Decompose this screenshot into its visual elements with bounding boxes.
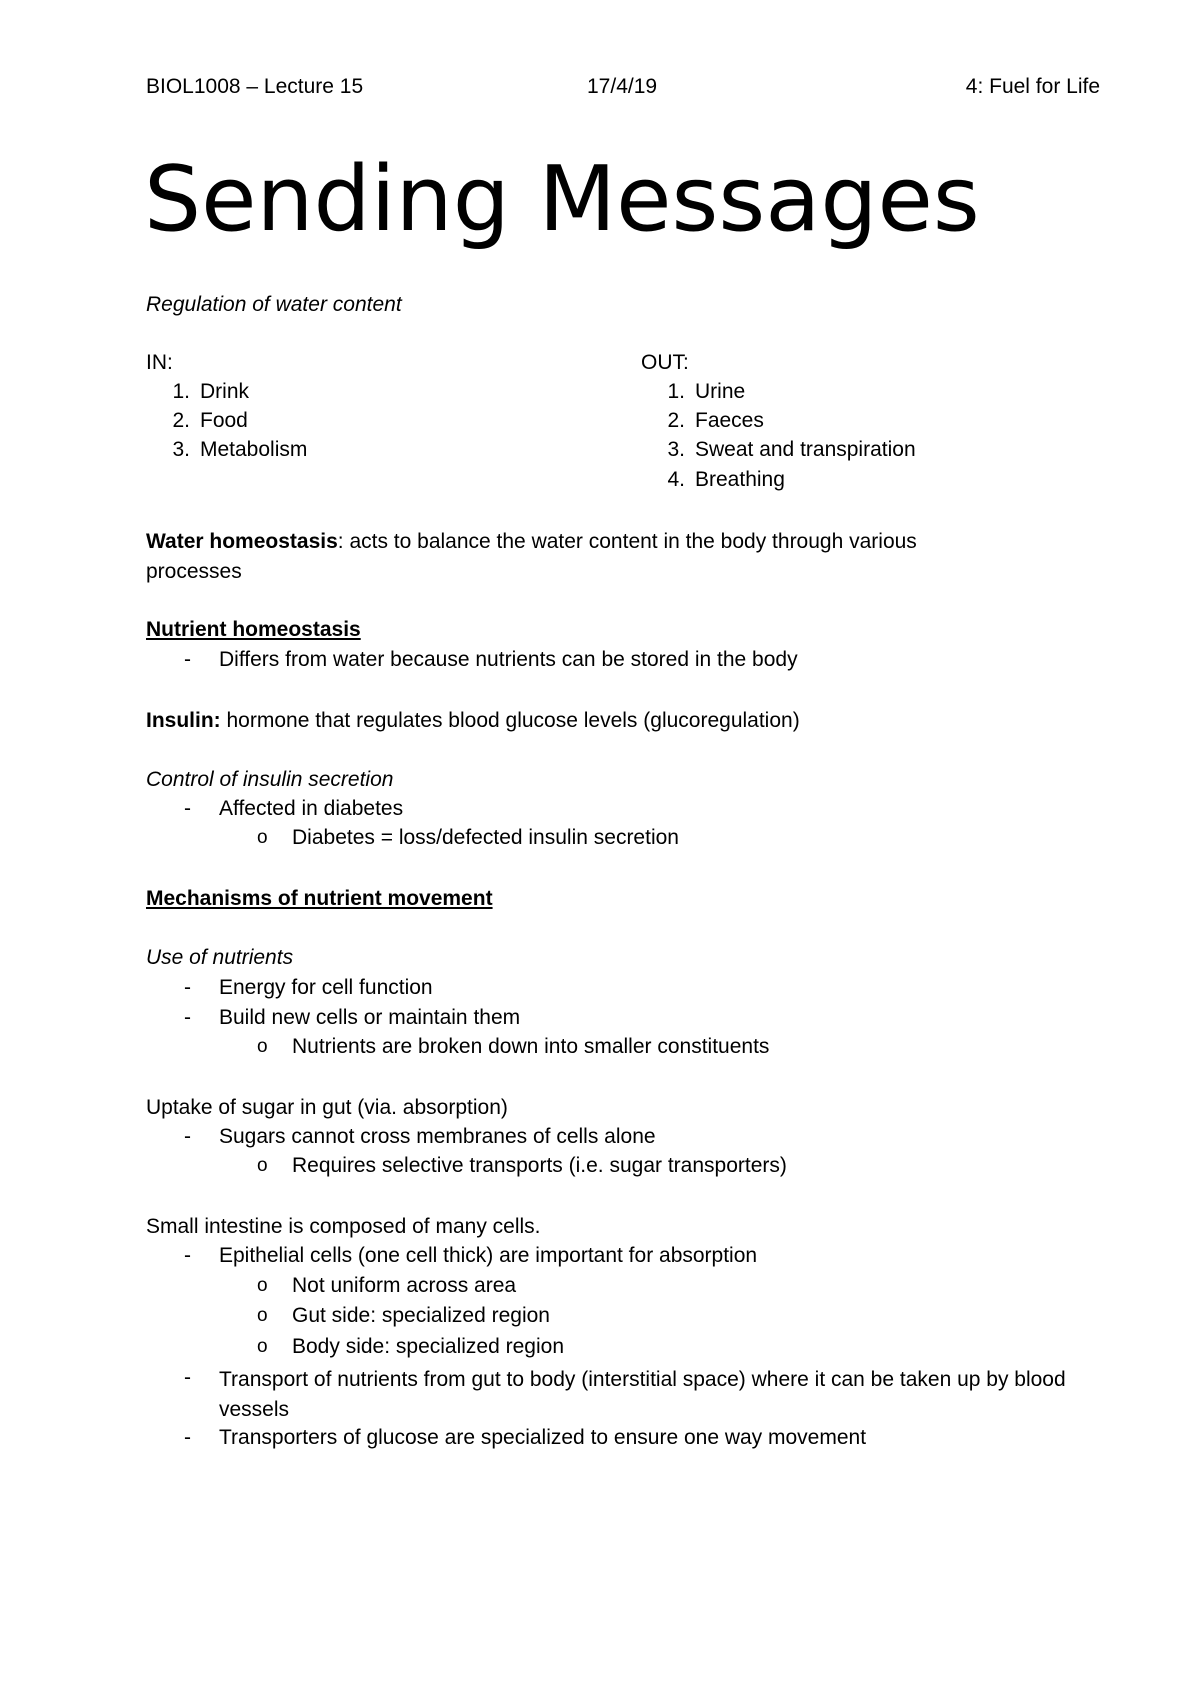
header-course: BIOL1008 – Lecture 15	[146, 75, 364, 98]
intestine-point: Transporters of glucose are specialized to ensure one way movement	[219, 1426, 867, 1449]
dash-bullet: -	[184, 1426, 191, 1449]
dash-bullet: -	[184, 648, 191, 671]
circle-bullet: o	[257, 1155, 268, 1176]
use-point: Build new cells or maintain them	[219, 1006, 521, 1029]
header-module: 4: Fuel for Life	[965, 75, 1100, 98]
intestine-point: Transport of nutrients from gut to body (interstitial space) where it can be taken up by blood vessels	[219, 1368, 1066, 1421]
use-point: Energy for cell function	[219, 976, 433, 999]
dash-bullet: -	[184, 1125, 191, 1148]
intestine-heading: Small intestine is composed of many cells.	[146, 1215, 541, 1238]
water-subtitle: Regulation of water content	[146, 293, 402, 316]
intestine-sub: Gut side: specialized region	[292, 1304, 550, 1327]
water-homeostasis-paragraph	[146, 527, 1006, 587]
dash-bullet: -	[184, 976, 191, 999]
header-date: 17/4/19	[587, 75, 658, 98]
dash-bullet: -	[184, 1244, 191, 1267]
uptake-sub: Requires selective transports (i.e. sugar transporters)	[292, 1154, 787, 1177]
water-homeostasis-definition: : acts to balance the water content in the body through various processes	[146, 530, 917, 583]
use-heading: Use of nutrients	[146, 946, 294, 969]
uptake-heading: Uptake of sugar in gut (via. absorption)	[146, 1096, 508, 1119]
insulin-control-point: Affected in diabetes	[219, 797, 404, 820]
mechanisms-heading: Mechanisms of nutrient movement	[146, 887, 493, 910]
dash-bullet: -	[184, 797, 191, 820]
use-sub: Nutrients are broken down into smaller constituents	[292, 1035, 770, 1058]
circle-bullet: o	[257, 1275, 268, 1296]
insulin-paragraph	[146, 708, 800, 734]
insulin-control-heading: Control of insulin secretion	[146, 768, 394, 791]
dash-bullet: -	[184, 1366, 191, 1389]
uptake-point: Sugars cannot cross membranes of cells alone	[219, 1125, 656, 1148]
insulin-control-sub: Diabetes = loss/defected insulin secretion	[292, 826, 679, 849]
dash-bullet: -	[184, 1006, 191, 1029]
circle-bullet: o	[257, 1305, 268, 1326]
in-label: IN:	[146, 351, 173, 374]
page-title: Sending Messages	[144, 147, 980, 252]
insulin-term: Insulin:	[146, 709, 221, 732]
insulin-definition: hormone that regulates blood glucose levels (glucoregulation)	[220, 709, 800, 732]
out-label: OUT:	[641, 351, 689, 374]
intestine-sub: Body side: specialized region	[292, 1335, 564, 1358]
water-homeostasis-term: Water homeostasis	[146, 530, 338, 553]
circle-bullet: o	[257, 1336, 268, 1357]
document-page: BIOL1008 – Lecture 15 17/4/19 4: Fuel for Life Sending Messages Regulation of water content IN: 1. Drink 2. Food 3. Metabolism OUT: 1. Urine 2. Faeces 3. Sweat and transpiration 4. Breathing Water homeostasis: acts to balance the water content in the body through various processes Nutrient homeostasis - Differs from water because nutrients can be stored in the body Insulin: hormone that regulates blood glucose levels (glucoregulation) Control of insulin secretion - Affected in diabetes o Diabetes = loss/defected insulin secretion Mechanisms of nutrient movement Use of nutrients - Energy for cell function - Build new cells or maintain them o Nutrients are broken down into smaller constituents Uptake of sugar in gut (via. absorption) - Sugars cannot cross membranes of cells alone o Requires selective transports (i.e. sugar transporters) Small intestine is composed of many cells. - Epithelial cells (one cell thick) are important for absorption o Not uniform across area o Gut side: specialized region o Body side: specialized region - Transport of nutrients from gut to body (interstitial space) where it can be taken up by blood vessels - Transporters of glucose are specialized to ensure one way movement	[144, 75, 1100, 1449]
nutrient-point: Differs from water because nutrients can be stored in the body	[219, 648, 798, 671]
intestine-point: Epithelial cells (one cell thick) are important for absorption	[219, 1244, 758, 1267]
circle-bullet: o	[257, 827, 268, 848]
nutrient-homeostasis-heading: Nutrient homeostasis	[146, 618, 361, 641]
intestine-sub: Not uniform across area	[292, 1274, 517, 1297]
circle-bullet: o	[257, 1036, 268, 1057]
